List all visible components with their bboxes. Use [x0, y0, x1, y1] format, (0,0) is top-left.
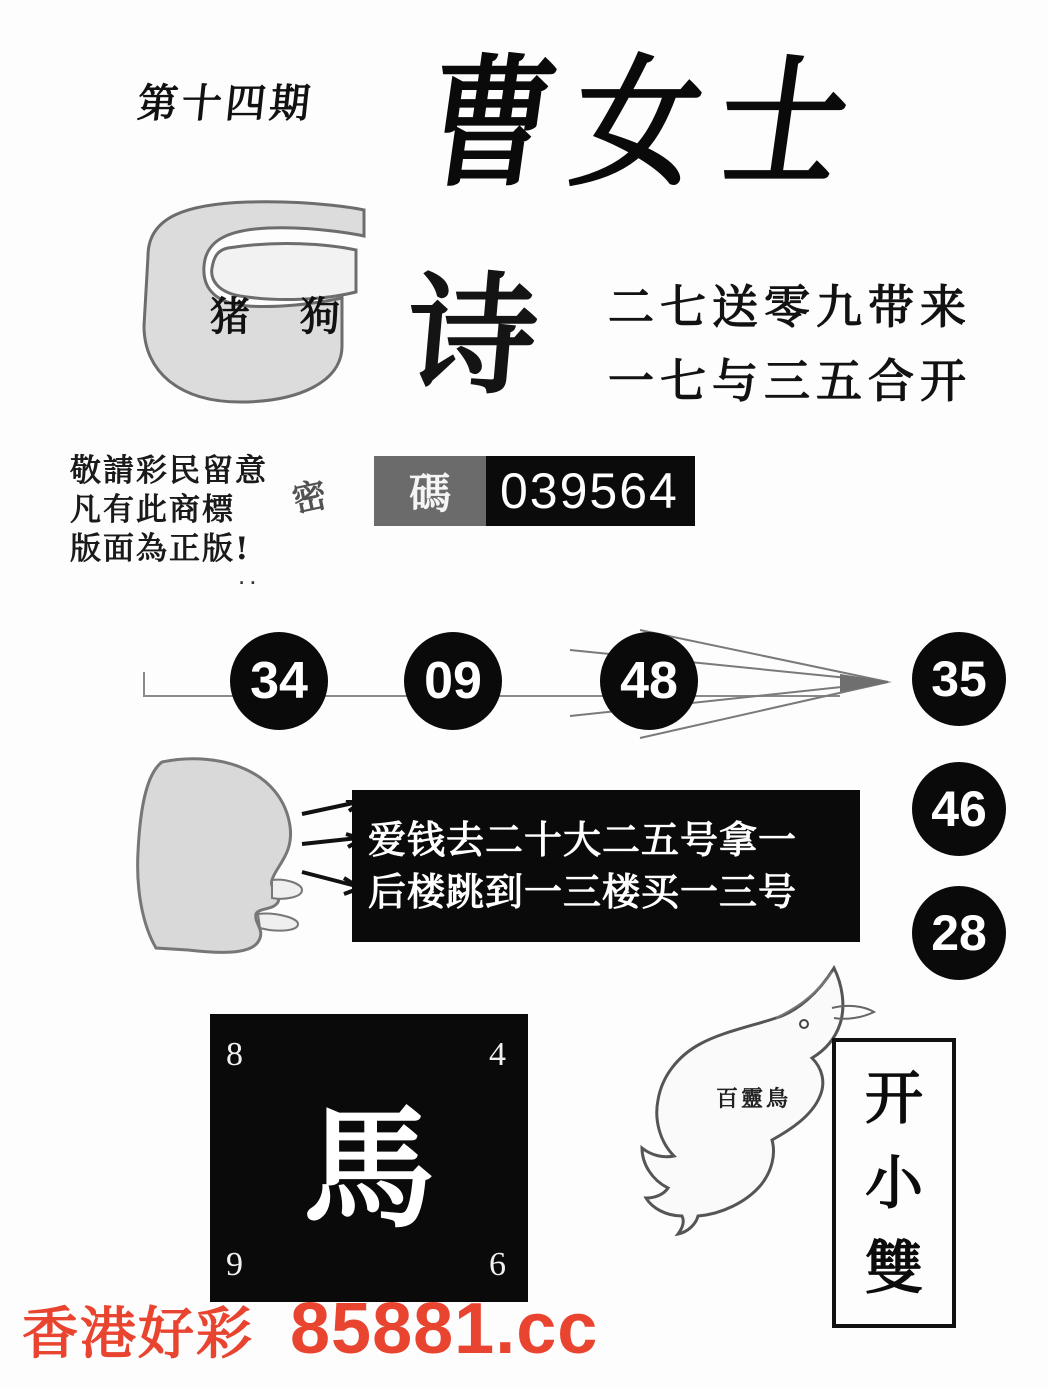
side-ball-3: 28 — [912, 886, 1006, 980]
zodiac-animals: 猪 狗 — [210, 293, 358, 340]
poem-lines — [608, 270, 972, 418]
code-bar — [374, 456, 695, 526]
notice-line-3: 版面為正版! — [70, 531, 251, 567]
lucky-ball-3: 48 — [600, 632, 698, 730]
footer-site-name: 香港好彩 — [22, 1302, 254, 1367]
lucky-ball-1: 34 — [230, 632, 328, 730]
side-ball-1: 35 — [912, 632, 1006, 726]
notice-line-1: 敬請彩民留意 — [70, 453, 268, 489]
notice-line-2: 凡有此商標 — [70, 492, 235, 528]
horse-card-corner-top-left: 8 — [226, 1036, 243, 1073]
prediction-vertical-box — [832, 1038, 956, 1328]
issue-label: 第十四期 — [135, 80, 317, 127]
horse-card — [210, 1014, 528, 1302]
head-silhouette-icon — [126, 748, 326, 978]
vbox-char-1: 开 — [864, 1064, 923, 1132]
authenticity-stamp: 密 — [288, 474, 331, 522]
horse-card-corner-bottom-left: 9 — [226, 1246, 243, 1283]
vbox-char-2: 小 — [864, 1149, 923, 1217]
horse-card-corner-bottom-right: 6 — [489, 1246, 506, 1283]
lucky-ball-2: 09 — [404, 632, 502, 730]
horse-character: 馬 — [303, 1092, 435, 1247]
speech-line-2: 后楼跳到一三楼买一三号 — [368, 870, 798, 914]
footer-banner — [22, 1288, 598, 1370]
poem-line-2: 一七与三五合开 — [608, 354, 972, 408]
side-ball-2: 46 — [912, 762, 1006, 856]
speech-line-1: 爱钱去二十大二五号拿一 — [368, 818, 798, 862]
speech-box — [352, 790, 860, 942]
horse-card-corner-top-right: 4 — [489, 1036, 506, 1073]
notice-block — [70, 452, 268, 569]
brand-title: 曹女士 — [416, 40, 879, 207]
notice-dots: .. — [238, 560, 261, 590]
poem-character: 诗 — [400, 259, 544, 412]
code-label: 碼 — [374, 456, 486, 526]
poem-line-1: 二七送零九带来 — [608, 280, 972, 334]
vbox-char-3: 雙 — [864, 1234, 923, 1302]
code-digits: 039564 — [486, 456, 695, 526]
bird-label: 百靈鳥 — [716, 1086, 792, 1112]
footer-url[interactable]: 85881.cc — [290, 1289, 599, 1369]
